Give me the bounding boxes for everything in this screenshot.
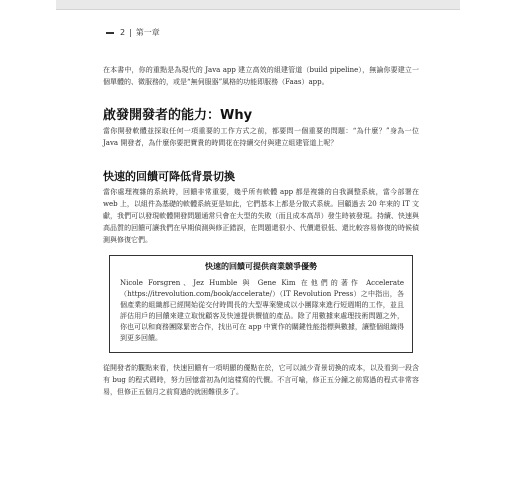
section-paragraph: 當你開發軟體並採取任何一項重要的工作方式之前，都要問一個重要的問題：“為什麼？”身為一位 Java 開發者，為什麼你要把寶貴的時間花在持續交付與建立組建管道上呢？ [103,127,419,147]
sidebar-box [109,255,413,353]
closing-paragraph: 從開發者的觀點來看，快速回饋有一項明顯的優點在於，它可以減少背景切換的成本，以及看到一段含有 bug 的程式碼時，努力回憶當初為何這樣寫的代價。不言可喻，修正五分鐘之前寫過的程式非常容易，但修正五個月之前寫過的就困難很多了。 [103,364,419,396]
header-rule [106,32,114,34]
intro-paragraph: 在本書中，你的重點是為現代的 Java app 建立高效的組建管道（build pipeline），無論你要建立一個單體的、微服務的，或是“無伺服器”風格的功能即服務（Faas）app。 [103,66,419,86]
subsection-paragraph: 當你處理複雜的系統時，回饋非常重要，幾乎所有軟體 app 都是複雜的自我調整系統，當今部署在 web 上，以組件為基礎的軟體系統更是如此，它們基本上都是分散式系統。回顧過去 20 年來的 IT 文獻，我們可以發現軟體開發問題通常只會在大型的失敗（而且成本高昂）發生時被發現。持續、快速與高品質的回饋可讓我們在早期偵測與修正錯誤，在問題還很小、代價還很低、還比較容易修復的時候偵測與修復它們。 [103,188,419,244]
header-separator: | [129,28,132,37]
running-header [106,28,160,38]
section-heading: 啟發開發者的能力：Why [103,108,253,123]
sidebar-text: Nicole Forsgren、Jez Humble 與 Gene Kim 在他們的著作 Accelerate（https://itrevolution.com/book/accelerate/）（IT Revolution Press）之中指出，各個產業的組織都已經開始從交付時間長的大型專案變成以小團隊來進行短週期的工作，並且評估用戶的回饋來建立取悅顧客及快速提供價值的產品。除了用數據來處理技術問題之外，你也可以和商務團隊緊密合作，找出可在 app 中實作的關鍵性能指標與數據，讓整個組織得到更多回饋。 [120,279,404,342]
page-number: 2 [120,28,126,37]
sidebar-title: 快速的回饋可提供商業競爭優勢 [205,262,317,271]
chapter-label: 第一章 [135,28,160,37]
subsection-heading: 快速的回饋可降低背景切換 [103,170,235,183]
